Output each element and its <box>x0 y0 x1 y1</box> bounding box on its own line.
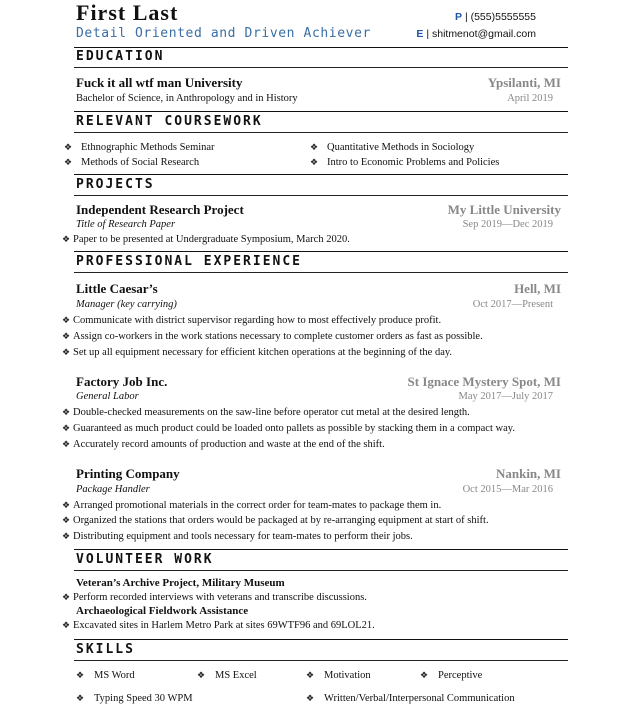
diamond-bullet-icon: ❖ <box>64 157 73 167</box>
email-label: E <box>416 28 424 40</box>
section-divider <box>74 174 568 175</box>
diamond-bullet-icon: ❖ <box>64 142 73 152</box>
diamond-bullet-icon: ❖ <box>76 670 85 680</box>
contact-phone <box>455 11 536 23</box>
project-bullet: ❖ Paper to be presented at Undergraduate Symposium, March 2020. <box>62 234 350 245</box>
job-company: Printing Company <box>76 466 180 481</box>
job-bullet: ❖ Guaranteed as much product could be loaded onto pallets as possible by stacking them in a compact way. <box>62 423 515 434</box>
job-bullet: ❖ Assign co-workers in the work stations necessary to complete customer orders as fast as possible. <box>62 331 483 342</box>
phone-value: | (555)5555555 <box>464 11 536 23</box>
job-bullet: ❖ Double-checked measurements on the saw-line before operator cut metal at the desired length. <box>62 407 470 418</box>
diamond-bullet-icon: ❖ <box>420 670 429 680</box>
job-date: Oct 2015—Mar 2016 <box>462 484 553 495</box>
coursework-item: ❖ Quantitative Methods in Sociology <box>310 142 475 153</box>
diamond-bullet-icon: ❖ <box>62 331 71 341</box>
education-degree: Bachelor of Science, in Anthropology and in History <box>76 93 298 104</box>
section-divider <box>74 132 568 133</box>
section-divider <box>74 251 568 252</box>
diamond-bullet-icon: ❖ <box>62 234 71 244</box>
diamond-bullet-icon: ❖ <box>306 693 315 703</box>
job-location: Nankin, MI <box>495 466 561 481</box>
skill-item: ❖ MS Excel <box>197 670 257 681</box>
section-heading-coursework: RELEVANT COURSEWORK <box>76 114 263 129</box>
project-subtitle: Title of Research Paper <box>76 219 176 230</box>
job-bullet: ❖ Communicate with district supervisor regarding how to most effectively produce profit. <box>62 315 442 326</box>
contact-email <box>416 28 536 40</box>
volunteer-org: Veteran’s Archive Project, Military Museum <box>76 577 285 589</box>
job-role: Package Handler <box>76 484 150 495</box>
job-role: Manager (key carrying) <box>76 299 177 310</box>
section-divider <box>74 272 568 273</box>
diamond-bullet-icon: ❖ <box>310 157 319 167</box>
diamond-bullet-icon: ❖ <box>62 439 71 449</box>
section-divider <box>74 570 568 571</box>
diamond-bullet-icon: ❖ <box>62 423 71 433</box>
diamond-bullet-icon: ❖ <box>310 142 319 152</box>
education-date: April 2019 <box>507 93 553 104</box>
diamond-bullet-icon: ❖ <box>62 592 71 602</box>
section-heading-experience: PROFESSIONAL EXPERIENCE <box>76 254 303 269</box>
section-divider <box>74 660 568 661</box>
candidate-name: First Last <box>76 0 179 25</box>
section-divider <box>74 111 568 112</box>
diamond-bullet-icon: ❖ <box>62 515 71 525</box>
phone-label: P <box>454 11 462 23</box>
education-school: Fuck it all wtf man University <box>76 75 243 90</box>
diamond-bullet-icon: ❖ <box>76 693 85 703</box>
project-title: Independent Research Project <box>76 202 244 217</box>
job-company: Factory Job Inc. <box>76 374 168 389</box>
section-heading-projects: PROJECTS <box>76 177 155 192</box>
job-role: General Labor <box>76 391 139 402</box>
skill-item: ❖ Perceptive <box>420 670 483 681</box>
diamond-bullet-icon: ❖ <box>62 531 71 541</box>
job-bullet: ❖ Arranged promotional materials in the correct order for team-mates to package them in. <box>62 500 442 511</box>
project-date: Sep 2019—Dec 2019 <box>462 219 553 230</box>
project-location: My Little University <box>447 202 561 217</box>
diamond-bullet-icon: ❖ <box>62 407 71 417</box>
section-divider <box>74 639 568 640</box>
skill-item: ❖ MS Word <box>76 670 135 681</box>
section-heading-skills: SKILLS <box>76 642 135 657</box>
coursework-item: ❖ Methods of Social Research <box>64 157 200 168</box>
volunteer-bullet: ❖ Excavated sites in Harlem Metro Park at sites 69WTF96 and 69LOL21. <box>62 620 375 631</box>
job-bullet: ❖ Organized the stations that orders would be packaged at by re-arranging equipment at start of shift. <box>62 515 489 526</box>
job-date: Oct 2017—Present <box>472 299 553 310</box>
section-divider <box>74 549 568 550</box>
job-company: Little Caesar’s <box>76 281 158 296</box>
job-location: St Ignace Mystery Spot, MI <box>407 374 561 389</box>
section-heading-volunteer: VOLUNTEER WORK <box>76 552 214 567</box>
skill-item: ❖ Motivation <box>306 670 371 681</box>
candidate-tagline: Detail Oriented and Driven Achiever <box>76 26 371 41</box>
coursework-item: ❖ Intro to Economic Problems and Policies <box>310 157 500 168</box>
education-location: Ypsilanti, MI <box>487 75 561 90</box>
job-location: Hell, MI <box>514 281 561 296</box>
diamond-bullet-icon: ❖ <box>62 315 71 325</box>
diamond-bullet-icon: ❖ <box>197 670 206 680</box>
section-divider <box>74 195 568 196</box>
skill-item: ❖ Typing Speed 30 WPM <box>76 693 193 704</box>
coursework-item: ❖ Ethnographic Methods Seminar <box>64 142 215 153</box>
job-date: May 2017—July 2017 <box>458 391 553 402</box>
diamond-bullet-icon: ❖ <box>62 347 71 357</box>
skill-item: ❖ Written/Verbal/Interpersonal Communication <box>306 693 515 704</box>
job-bullet: ❖ Distributing equipment and tools necessary for team-mates to perform their jobs. <box>62 531 413 542</box>
diamond-bullet-icon: ❖ <box>62 500 71 510</box>
diamond-bullet-icon: ❖ <box>62 620 71 630</box>
section-divider <box>74 67 568 68</box>
email-value: | shitmenot@gmail.com <box>426 28 536 40</box>
volunteer-bullet: ❖ Perform recorded interviews with veterans and transcribe discussions. <box>62 592 367 603</box>
section-divider <box>74 47 568 48</box>
diamond-bullet-icon: ❖ <box>306 670 315 680</box>
job-bullet: ❖ Set up all equipment necessary for efficient kitchen operations at the beginning of the day. <box>62 347 453 358</box>
volunteer-org: Archaeological Fieldwork Assistance <box>76 605 249 617</box>
section-heading-education: EDUCATION <box>76 49 165 64</box>
job-bullet: ❖ Accurately record amounts of production and waste at the end of the shift. <box>62 439 385 450</box>
